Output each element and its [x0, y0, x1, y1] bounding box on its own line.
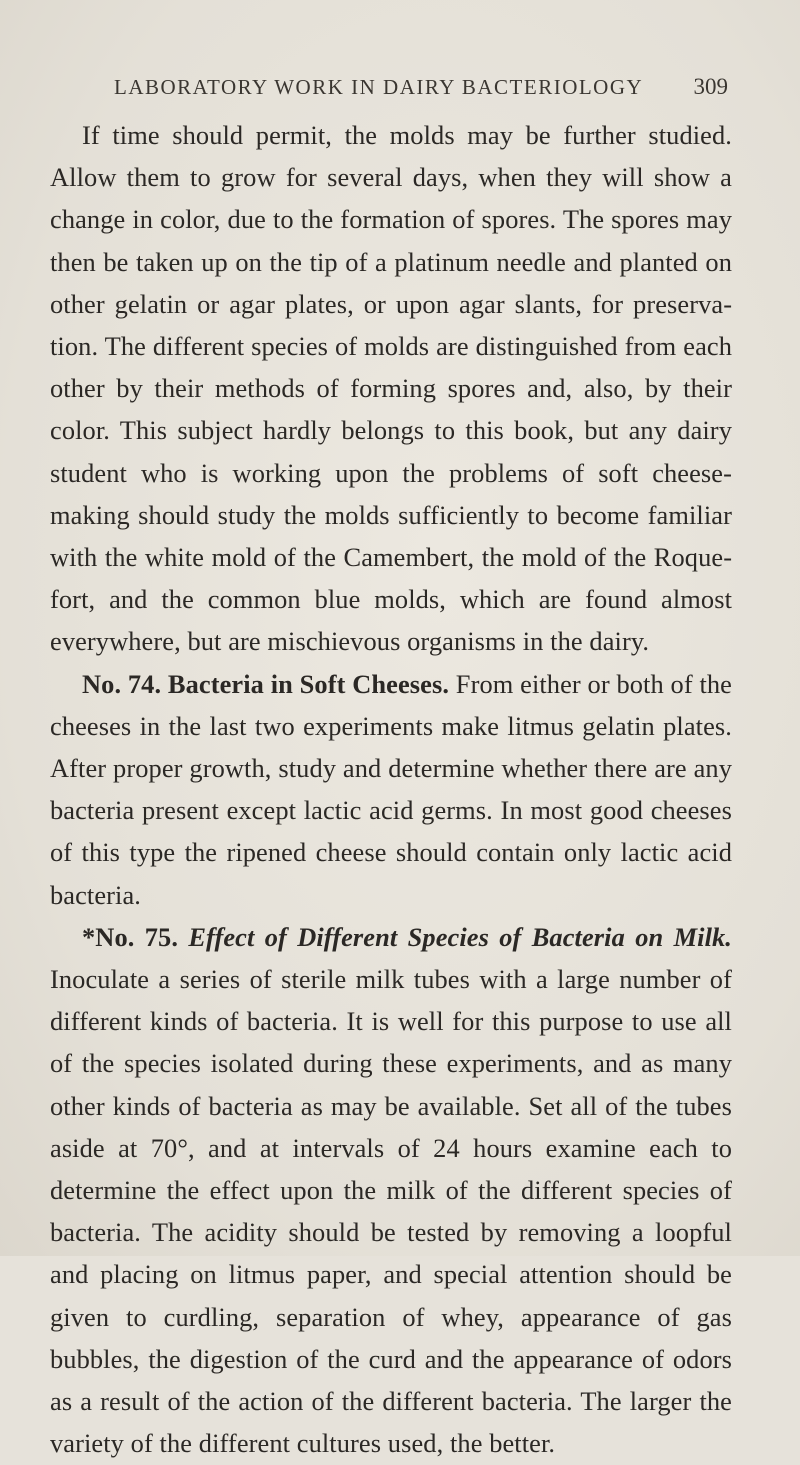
body-text — [50, 114, 732, 1465]
experiment-75-text: Inoculate a series of sterile milk tubes with a large number of different kinds of bacteria. It is well for this purpose to use all of the species isolated during these experiments, and as many other kinds of bacteria as may be available. Set all of the tubes aside at 70°, and at intervals of 24 hours examine each to determine the effect upon the milk of the different species of bacteria. The acidity should be tested by removing a loopful and placing on litmus paper, and special attention should be given to curdling, separation of whey, appearance of gas bubbles, the digestion of the curd and the appearance of odors as a result of the action of the different bacteria. The larger the variety of the different cultures used, the better. — [50, 964, 732, 1459]
experiment-74-heading: No. 74. Bacteria in Soft Cheeses. — [82, 668, 450, 699]
paragraph-experiment-74 — [50, 663, 732, 916]
experiment-75-number: *No. 75. — [82, 921, 189, 952]
paragraph-experiment-75 — [50, 916, 732, 1465]
experiment-74-text: From either or both of the cheeses in the last two experiments make litmus gelatin plates. After proper growth, study and determine whether there are any bacteria present except lactic acid germs. In most good cheeses of this type the ripened cheese should contain only lactic acid bacteria. — [50, 668, 732, 910]
paragraph-molds-text: If time should permit, the molds may be further studied. Allow them to grow for several days, when they will show a change in color, due to the formation of spores. The spores may then be taken up on the tip of a platinum needle and planted on other gelatin or agar plates, or upon agar slants, for preservation. The different species of molds are distinguished from each other by their methods of forming spores and, also, by their color. This subject hardly belongs to this book, but any dairy student who is working upon the problems of soft cheese-making should study the molds sufficiently to become familiar with the white mold of the Camembert, the mold of the Roquefort, and the common blue molds, which are found almost everywhere, but are mischievous organisms in the dairy. — [50, 120, 732, 657]
running-head — [50, 74, 732, 114]
page-number: 309 — [693, 74, 728, 99]
experiment-75-heading: Effect of Different Species of Bacteria on Milk. — [188, 921, 732, 952]
paragraph-molds — [50, 114, 732, 663]
running-title: LABORATORY WORK IN DAIRY BACTERIOLOGY — [114, 75, 644, 99]
